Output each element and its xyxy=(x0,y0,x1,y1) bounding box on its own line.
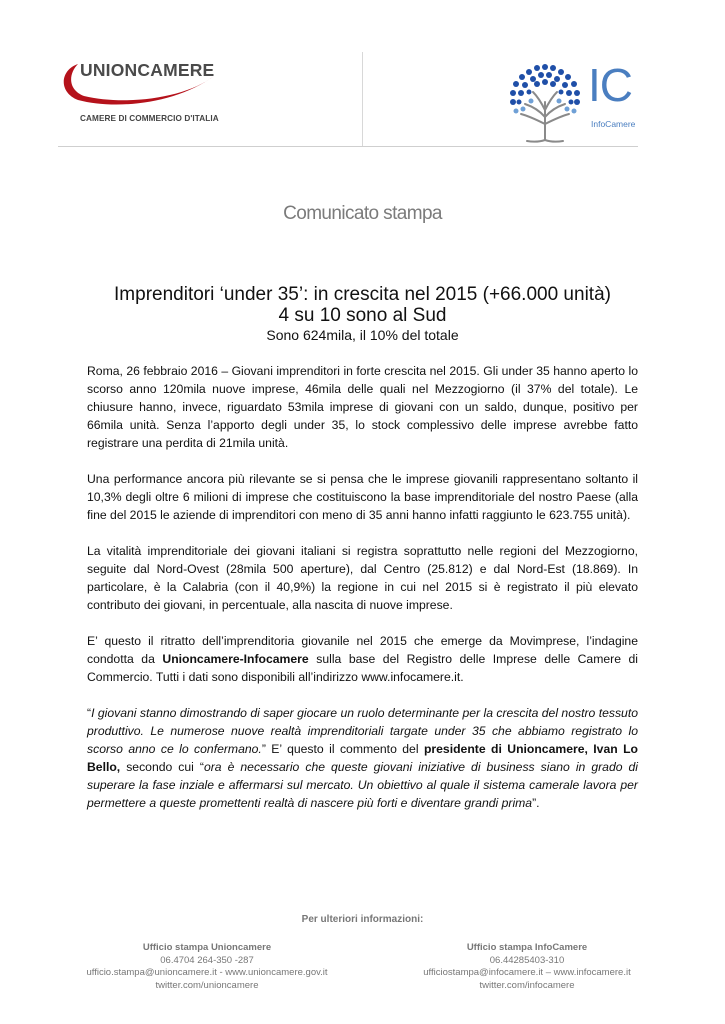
footer-right-phone: 06.44285403-310 xyxy=(489,954,565,966)
footer-contact-infocamere xyxy=(377,942,677,992)
footer-right-title: Ufficio stampa InfoCamere xyxy=(466,942,588,953)
paragraph-4-text-a: E’ questo il ritratto dell’imprenditoria giovanile nel 2015 che emerge da Movimprese, l’indagine condotta da xyxy=(87,634,638,666)
press-release-label: Comunicato stampa xyxy=(283,203,442,224)
article-body xyxy=(87,362,638,830)
footer-title: Per ulteriori informazioni: xyxy=(301,914,424,925)
headline-line-2: 4 su 10 sono al Sud xyxy=(278,305,447,326)
paragraph-5-quote xyxy=(87,704,638,812)
infocamere-logo xyxy=(505,59,645,147)
unioncamere-subtitle: CAMERE DI COMMERCIO D'ITALIA xyxy=(80,114,219,123)
quote-attribution-a: ” E’ questo il commento del xyxy=(261,742,424,756)
footer-right-web[interactable]: ufficiostampa@infocamere.it – www.infocamere.it xyxy=(423,967,631,978)
paragraph-4 xyxy=(87,632,638,686)
footer-contact-unioncamere xyxy=(57,942,357,992)
paragraph-2: Una performance ancora più rilevante se si pensa che le imprese giovanili rappresentano soltanto il 10,3% degli oltre 6 milioni di imprese che costituiscono la base imprenditoriale del nostro Paese (alla fine del 2015 le aziende di imprenditori con meno di 35 anni hanno infatti raggiunto le 623.755 unità). xyxy=(87,472,638,522)
header-rule xyxy=(58,146,638,147)
footer-left-web[interactable]: ufficio.stampa@unioncamere.it - www.unioncamere.gov.it xyxy=(86,967,328,978)
headline-line-1: Imprenditori ‘under 35’: in crescita nel 2015 (+66.000 unità) xyxy=(114,284,611,305)
footer-left-social[interactable]: twitter.com/unioncamere xyxy=(155,979,259,991)
quote-close-mark: ”. xyxy=(532,796,540,810)
unioncamere-logo xyxy=(56,58,226,133)
paragraph-4-text-b: sulla base del Registro delle Imprese delle Camere di Commercio. Tutti i dati sono disponibili all’indirizzo www.infocamere.it. xyxy=(87,652,638,684)
footer-left-phone: 06.4704 264-350 -287 xyxy=(160,954,254,966)
paragraph-4-bold: Unioncamere-Infocamere xyxy=(162,652,309,666)
footer-left-title: Ufficio stampa Unioncamere xyxy=(142,942,272,953)
quote-speaker: presidente di Unioncamere, Ivan Lo Bello, xyxy=(87,742,639,774)
paragraph-1: Roma, 26 febbraio 2016 – Giovani imprenditori in forte crescita nel 2015. Gli under 35 hanno aperto lo scorso anno 120mila nuove imprese, 46mila delle quali nel Mezzogiorno (il 37% del totale). Le chiusure hanno, invece, riguardato 53mila imprese di giovani con un saldo, dunque, positivo per 66mila unità. Senza l’apporto degli under 35, lo stock complessivo delle imprese avrebbe fatto registrare una perdita di 21mila unità. xyxy=(87,364,638,450)
header-divider xyxy=(362,52,363,146)
document-header xyxy=(0,0,725,150)
subheadline: Sono 624mila, il 10% del totale xyxy=(266,327,459,343)
footer-right-social[interactable]: twitter.com/infocamere xyxy=(479,979,575,991)
infocamere-name: InfoCamere xyxy=(591,119,636,129)
quote-open-mark: “ xyxy=(87,706,92,720)
infocamere-letters: IC xyxy=(588,59,632,111)
unioncamere-name: UNIONCAMERE xyxy=(80,60,215,80)
quote-part-1: I giovani stanno dimostrando di saper giocare un ruolo determinante per la crescita del nostro tessuto produttivo. Le numerose nuove realtà imprenditoriali targate under 35 che abbiamo registrato lo scorso anno ce lo confermano. xyxy=(87,706,638,756)
paragraph-3: La vitalità imprenditoriale dei giovani italiani si registra soprattutto nelle regioni del Mezzogiorno, seguite dal Nord-Ovest (28mila 500 aperture), dal Centro (25.812) e dal Nord-Est (18.869). In particolare, è la Calabria (con il 40,9%) la regione in cui nel 2015 si è registrato il più elevato contributo dei giovani, in percentuale, alla nascita di nuove imprese. xyxy=(87,544,638,612)
infocamere-tree-icon xyxy=(505,62,585,147)
quote-part-2: ora è necessario che queste giovani iniziative di business siano in grado di superare la fase inziale e affermarsi sul mercato. Un obiettivo al quale il sistema camerale lavora per permettere a queste promettenti realtà di nascere più forti e diventare grandi prima xyxy=(87,760,639,810)
quote-attribution-b: secondo cui “ xyxy=(120,760,204,774)
